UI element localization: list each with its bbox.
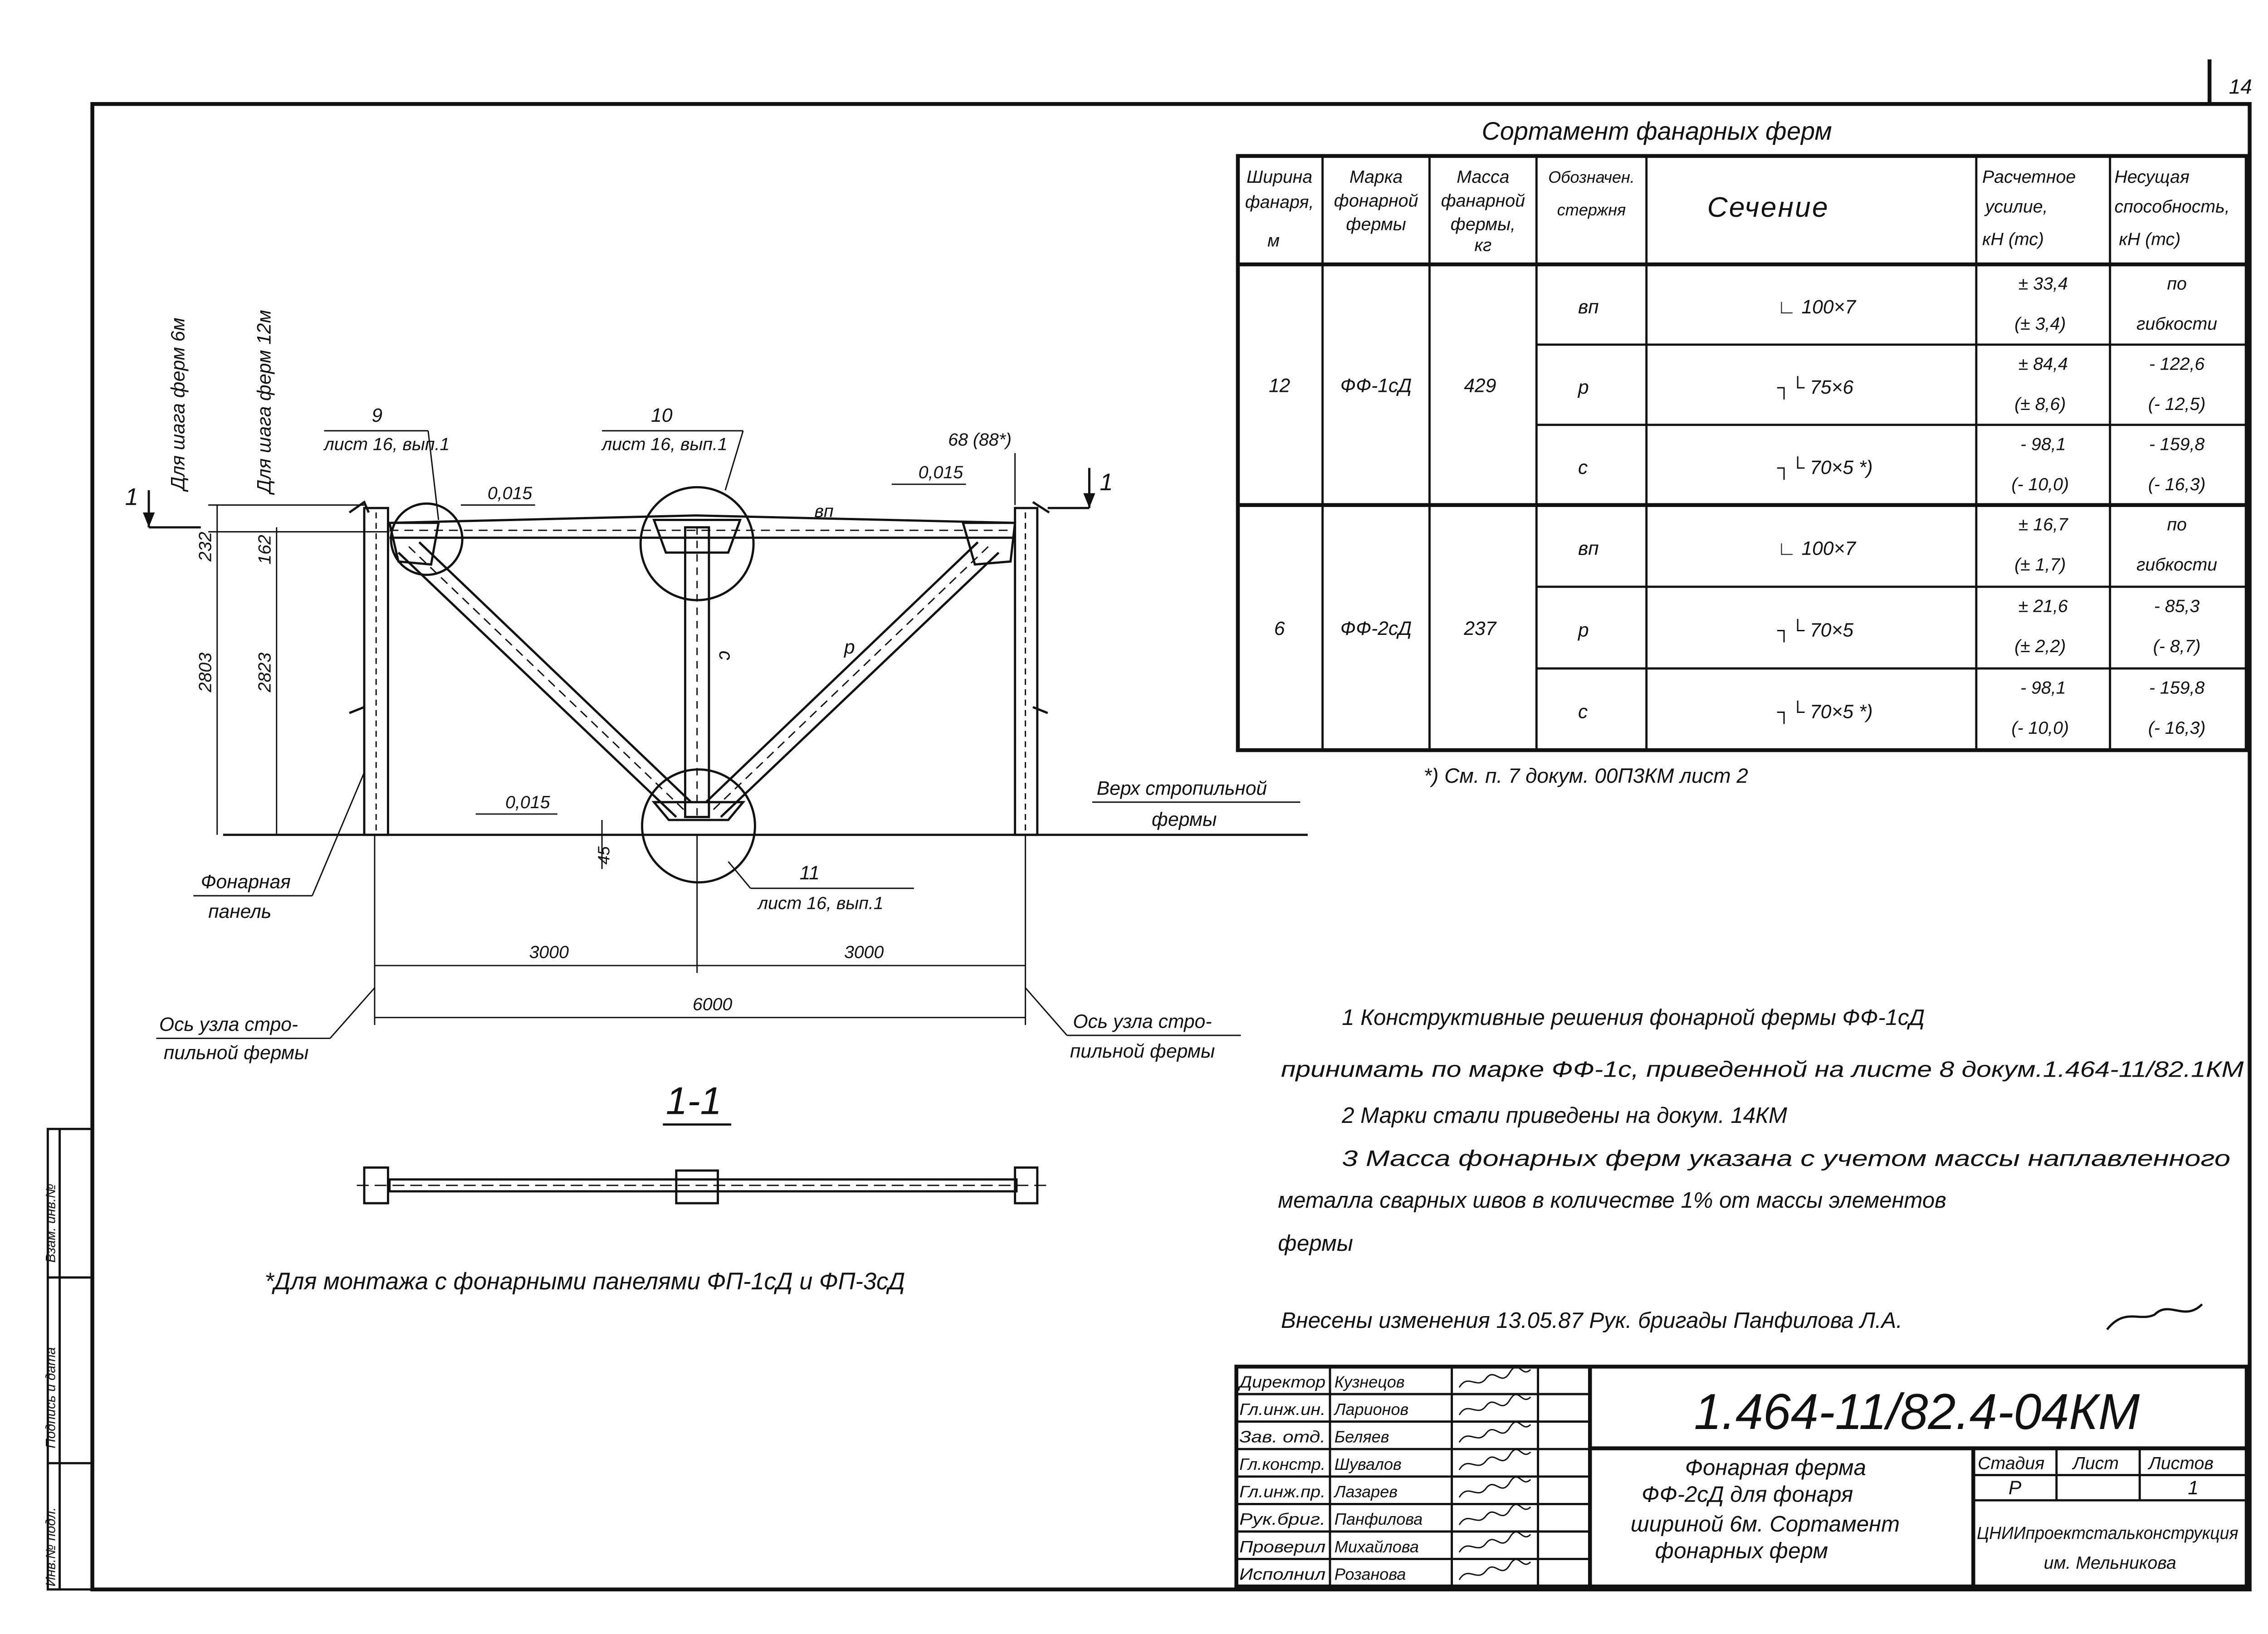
header-mark: Марка фонарной фермы (1334, 166, 1418, 234)
svg-text:лист 16, вып.1: лист 16, вып.1 (602, 434, 728, 454)
member-vp-label: вп (814, 501, 834, 521)
cell-force: - 98,1 (2020, 678, 2066, 698)
cell-mark: ФФ-2сД (1340, 618, 1412, 640)
svg-text:лист 16, вып.1: лист 16, вып.1 (758, 893, 884, 913)
signer-name: Кузнецов (1334, 1372, 1405, 1391)
header-force: Расчетное усилие, кН (тс) (1982, 166, 2076, 249)
note-2: 2 Марки стали приведены на докум. 14КМ (1342, 1103, 1787, 1128)
cut-marker-right (1048, 468, 1113, 508)
cell-mass: 237 (1464, 618, 1496, 640)
cell-section: ┐└ 70×5 (1777, 619, 1854, 641)
document-code: 1.464-11/82.4-04КМ (1694, 1383, 2140, 1440)
cell-member: с (1578, 701, 1588, 723)
changes-note: Внесены изменения 13.05.87 Рук. бригады Панфилова Л.А. (1281, 1308, 1902, 1333)
signature-row (1239, 1395, 1530, 1419)
dim-68: 68 (88*) (948, 429, 1012, 450)
section-1-1 (357, 1080, 1048, 1204)
signer-name: Лазарев (1334, 1482, 1398, 1501)
stage-label: Стадия (1978, 1453, 2045, 1473)
header-member: Обозначен. стержня (1548, 167, 1635, 219)
cell-member: вп (1578, 537, 1599, 560)
member-p-label: р (844, 636, 855, 658)
table-header (1245, 167, 2230, 255)
cell-force: ± 33,4 (2018, 273, 2068, 294)
svg-text:Ось узла стро-: Ось узла стро- (1073, 1010, 1212, 1033)
cell-capacity-tc: (- 8,7) (2153, 636, 2201, 656)
dim-162: 162 (254, 535, 275, 565)
panel-callout (193, 772, 364, 922)
drawing-title: Фонарная ферма ФФ-2сД для фонаря шириной 6м. Сортамент фонарных ферм (1630, 1455, 1900, 1563)
cell-force-tc: (- 10,0) (2011, 718, 2069, 738)
slope-bottom: 0,015 (505, 792, 550, 812)
svg-text:1: 1 (1100, 469, 1113, 496)
left-strip (44, 1129, 93, 1589)
cell-section: ┐└ 75×6 (1777, 376, 1854, 398)
cell-force-tc: (± 1,7) (2014, 554, 2066, 575)
table-title: Сортамент фанарных ферм (1481, 117, 1832, 145)
signature-row (1239, 1504, 1530, 1528)
sheet-corner-number: 14 (2229, 74, 2252, 98)
truss-elevation (125, 310, 1308, 1063)
cell-force: ± 21,6 (2018, 596, 2068, 616)
svg-text:пильной фермы: пильной фермы (1070, 1040, 1215, 1063)
dim-45: 45 (594, 846, 613, 865)
mounting-footnote: *Для монтажа с фонарными панелями ФП-1сД и ФП-3сД (264, 1268, 905, 1295)
svg-text:пильной фермы: пильной фермы (163, 1042, 309, 1064)
cell-capacity: - 159,8 (2149, 678, 2205, 698)
dim-2803: 2803 (195, 652, 215, 693)
signature-row (1239, 1422, 1530, 1446)
cell-capacity: по (2167, 273, 2187, 294)
cell-capacity-tc: (- 12,5) (2148, 394, 2206, 415)
svg-text:Верх стропильной: Верх стропильной (1096, 777, 1267, 800)
handwritten-signature (1459, 1422, 1530, 1443)
organization: ЦНИИпроектстальконструкция им. Мельникова (1976, 1523, 2239, 1573)
signer-name: Михайлова (1334, 1537, 1419, 1556)
member-c-label: с (714, 650, 737, 660)
table-row (1578, 514, 2217, 574)
step-12m-label: Для шага ферм 12м (253, 310, 275, 493)
cell-member: с (1578, 456, 1588, 478)
cell-mass: 429 (1464, 375, 1496, 397)
header-capacity: Несущая способность, кН (тс) (2114, 166, 2230, 249)
signer-role: Зав. отд. (1239, 1427, 1326, 1446)
cell-section: ┐└ 70×5 *) (1777, 701, 1873, 723)
signature-row (1239, 1449, 1530, 1473)
node-10-label (601, 405, 743, 490)
changes-signature (2107, 1304, 2202, 1330)
table-footnote: *) См. п. 7 докум. 00П3КМ лист 2 (1423, 764, 1748, 788)
table-row (1578, 434, 2205, 494)
title-block (1237, 1366, 2247, 1586)
signer-role: Гл.констр. (1239, 1455, 1326, 1474)
assortment-table (1238, 117, 2247, 787)
signer-name: Шувалов (1334, 1455, 1402, 1474)
signer-role: Исполнил (1239, 1565, 1326, 1584)
svg-text:Ось узла стро-: Ось узла стро- (159, 1014, 298, 1036)
table-group (1274, 514, 2247, 738)
cell-capacity-tc: (- 16,3) (2148, 718, 2206, 738)
svg-text:9: 9 (371, 405, 383, 427)
strip-signature-date: Подпись и дата (43, 1347, 59, 1449)
cut-marker-left (125, 484, 201, 527)
svg-text:фермы: фермы (1152, 809, 1217, 831)
handwritten-signature (1459, 1504, 1530, 1525)
signature-row (1237, 1367, 1530, 1391)
signer-role: Рук.бриг. (1239, 1510, 1326, 1529)
handwritten-signature (1459, 1367, 1530, 1387)
table-row (1578, 678, 2205, 738)
cell-capacity: - 159,8 (2149, 434, 2205, 454)
header-width: Ширина фанаря, м (1245, 166, 1314, 251)
cell-capacity: - 85,3 (2154, 596, 2200, 616)
cell-force-tc: (± 2,2) (2014, 636, 2066, 656)
node-11-label (728, 862, 914, 913)
signer-name: Розанова (1334, 1565, 1406, 1584)
dim-232: 232 (195, 532, 215, 562)
section-label: 1-1 (665, 1079, 722, 1123)
handwritten-signature (1459, 1560, 1530, 1580)
cell-mark: ФФ-1сД (1340, 375, 1412, 397)
handwritten-signature (1459, 1477, 1530, 1497)
handwritten-signature (1459, 1395, 1530, 1415)
note-3-end: фермы (1278, 1231, 1353, 1256)
dim-2823: 2823 (254, 652, 275, 693)
svg-text:1: 1 (125, 484, 138, 511)
note-3: 3 Масса фонарных ферм указана с учетом массы наплавленного (1342, 1146, 2230, 1171)
note-1: 1 Конструктивные решения фонарной фермы ФФ-1сД (1342, 1005, 1925, 1030)
cell-section: ∟ 100×7 (1777, 537, 1856, 560)
cell-force: - 98,1 (2020, 434, 2066, 454)
cell-force: ± 16,7 (2018, 514, 2068, 535)
sheet-label: Лист (2072, 1453, 2119, 1473)
axis-callout-right (1026, 988, 1241, 1062)
sheets-value: 1 (2188, 1477, 2199, 1499)
cell-capacity: по (2167, 514, 2187, 535)
table-row (1577, 354, 2205, 414)
cell-width: 6 (1274, 618, 1285, 640)
signer-role: Проверил (1239, 1537, 1326, 1556)
header-mass: Масса фанарной фермы, кг (1441, 166, 1525, 255)
cell-capacity: - 122,6 (2149, 354, 2205, 374)
signer-role: Гл.инж.ин. (1239, 1400, 1326, 1419)
cell-width: 12 (1269, 375, 1290, 397)
handwritten-signature (1459, 1532, 1530, 1552)
cell-member: р (1578, 376, 1589, 398)
note-3-cont: металла сварных швов в количестве 1% от массы элементов (1278, 1188, 1946, 1213)
truss-top-callout (1092, 777, 1300, 830)
signer-name: Беляев (1334, 1427, 1389, 1446)
svg-text:11: 11 (799, 862, 820, 884)
dim-3000-right: 3000 (844, 942, 884, 962)
strip-inv-number: Инв.№ подл. (43, 1507, 59, 1587)
cell-capacity-tc: гибкости (2136, 314, 2218, 334)
sheets-label: Листов (2148, 1453, 2214, 1473)
cell-member: р (1578, 619, 1589, 641)
signer-role: Гл.инж.пр. (1239, 1482, 1326, 1501)
signer-role: Директор (1237, 1372, 1326, 1391)
signature-row (1239, 1560, 1530, 1584)
cell-section: ∟ 100×7 (1777, 296, 1856, 318)
table-group (1269, 274, 2247, 494)
cell-section: ┐└ 70×5 *) (1777, 456, 1873, 478)
signature-row (1239, 1477, 1530, 1501)
signer-name: Ларионов (1334, 1400, 1409, 1419)
cell-force: ± 84,4 (2018, 354, 2068, 374)
table-row (1578, 274, 2217, 334)
node-9-label (323, 405, 450, 520)
cell-force-tc: (± 3,4) (2014, 314, 2066, 334)
signer-name: Панфилова (1334, 1510, 1423, 1529)
strip-replace-inv: Взам. инв.№ (43, 1184, 59, 1263)
header-section: Сечение (1707, 192, 1829, 224)
svg-text:лист 16, вып.1: лист 16, вып.1 (324, 434, 450, 454)
signature-row (1239, 1532, 1530, 1556)
step-6m-label: Для шага ферм 6м (167, 317, 189, 490)
note-1-cont: принимать по марке ФФ-1с, приведенной на листе 8 докум.1.464-11/82.1КМ (1281, 1057, 2244, 1082)
dim-3000-left: 3000 (529, 942, 569, 962)
svg-text:Фонарная: Фонарная (200, 871, 291, 893)
table-row (1577, 596, 2200, 656)
slope-right-top: 0,015 (918, 462, 963, 483)
notes (1278, 1005, 2244, 1256)
stage-value: Р (2008, 1477, 2022, 1499)
cell-force-tc: (± 8,6) (2014, 394, 2066, 415)
cell-capacity-tc: гибкости (2136, 554, 2218, 575)
axis-callout-left (156, 988, 374, 1063)
cell-capacity-tc: (- 16,3) (2148, 474, 2206, 494)
slope-left-top: 0,015 (487, 483, 533, 503)
cell-force-tc: (- 10,0) (2011, 474, 2069, 494)
dim-6000: 6000 (692, 994, 733, 1015)
svg-text:10: 10 (651, 405, 673, 427)
svg-text:панель: панель (208, 901, 272, 923)
cell-member: вп (1578, 296, 1599, 318)
handwritten-signature (1459, 1449, 1530, 1470)
